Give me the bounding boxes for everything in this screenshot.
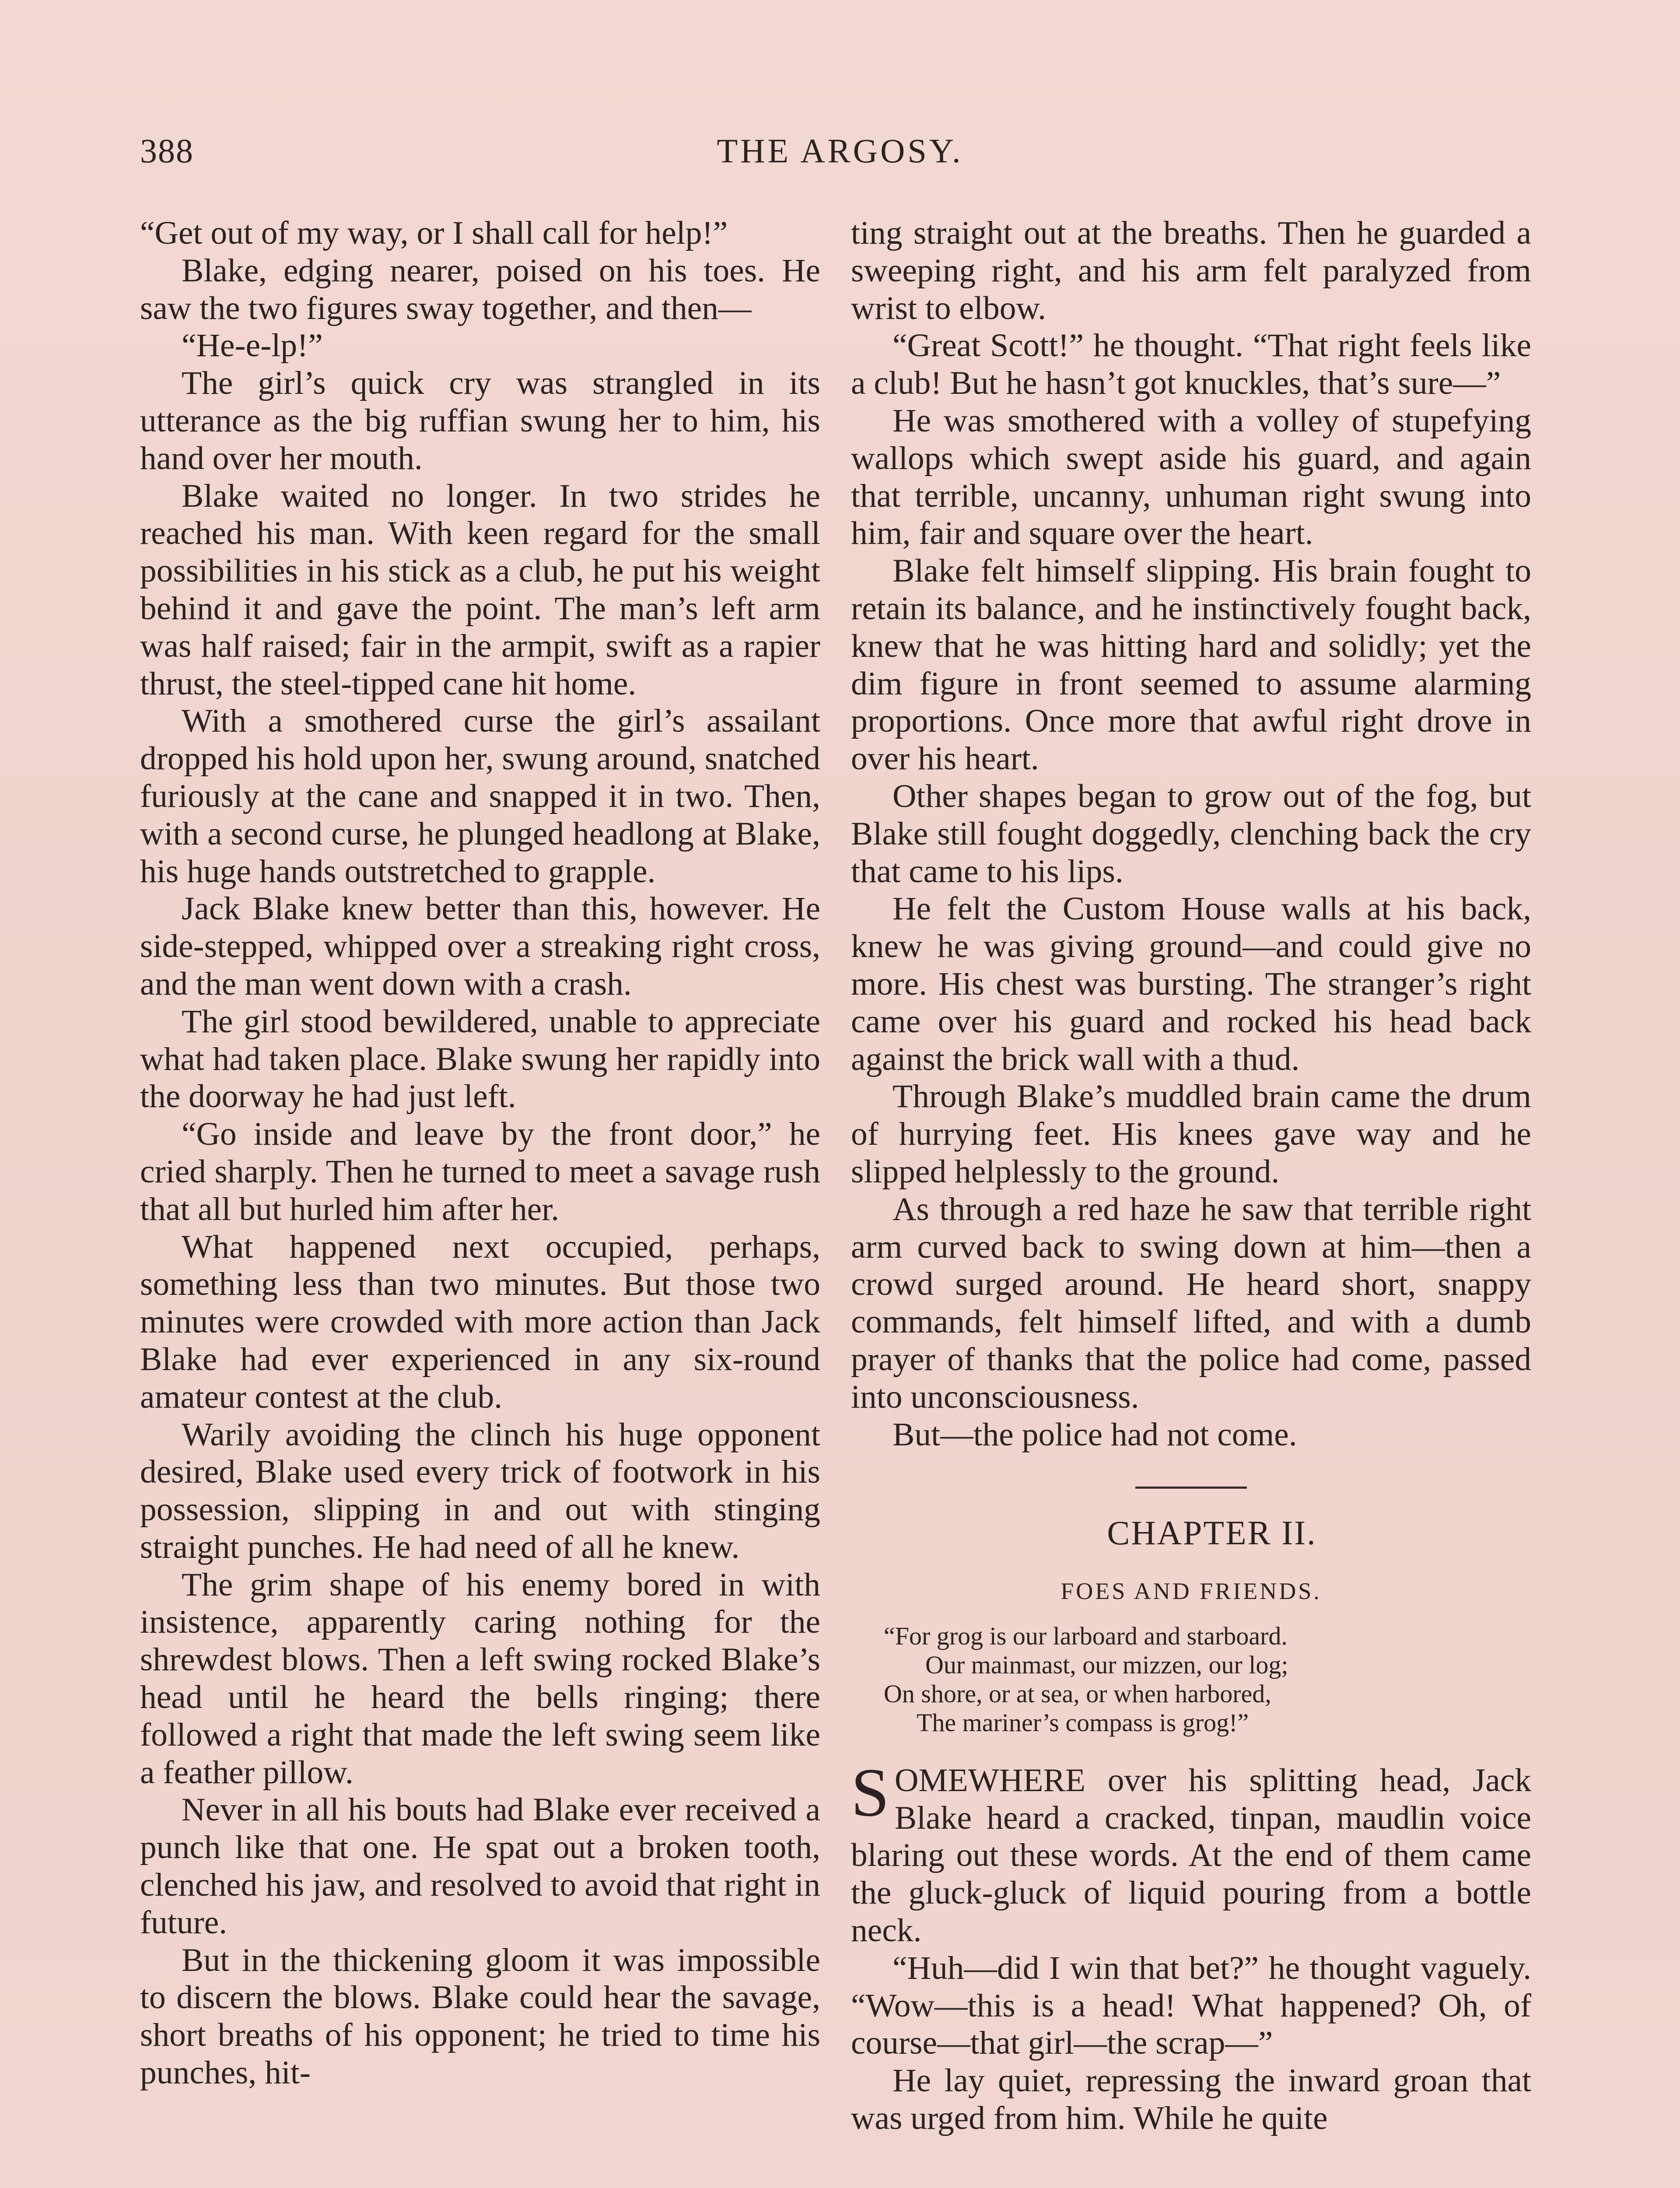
paragraph: With a smothered curse the girl’s assailant dropped his hold upon her, swung around, snatched furiously at the cane and snapped it in two. Then, with a second curse, he plunged headlong at Blake, his huge hands outstretched to grapple. (140, 703, 820, 890)
epigraph-line: On shore, or at sea, or when harbored, (884, 1679, 1271, 1708)
paragraph: Never in all his bouts had Blake ever received a punch like that one. He spat out a broken tooth, clenched his jaw, and resolved to avoid that right in future. (140, 1792, 821, 1941)
right-column (851, 214, 1531, 2137)
paragraph: Blake waited no longer. In two strides he reached his man. With keen regard for the small possibilities in his stick as a club, he put his weight behind it and gave the point. The man’s left arm was half raised; fair in the armpit, swift as a rapier thrust, the steel-tipped cane hit home. (140, 477, 820, 702)
left-column (140, 214, 820, 2092)
chapter-opening-paragraph (851, 1754, 1531, 1950)
epigraph-line: Our mainmast, our mizzen, our log; (925, 1650, 1288, 1679)
paragraph: The girl’s quick cry was strangled in its utterance as the big ruffian swung her to him, his hand over her mouth. (140, 365, 820, 477)
paragraph: Blake, edging nearer, poised on his toes. He saw the two figures sway together, and then— (140, 252, 820, 326)
paragraph: Warily avoiding the clinch his huge opponent desired, Blake used every trick of footwork in his possession, slipping in and out with stinging straight punches. He had need of all he knew. (140, 1416, 820, 1565)
section-divider (1135, 1487, 1247, 1489)
epigraph-line: The mariner’s compass is grog!” (917, 1708, 1249, 1737)
page-header (140, 131, 1540, 184)
paragraph: The grim shape of his enemy bored in with insistence, apparently caring nothing for the shrewdest blows. Then a left swing rocked Blake’s head until he heard the bells ringing; there followed a right that made the left swing seem like a feather pillow. (140, 1566, 820, 1791)
epigraph (851, 1622, 1531, 1737)
paragraph: He was smothered with a volley of stupefying wallops which swept aside his guard, and again that terrible, uncanny, unhuman right swung into him, fair and square over the heart. (851, 402, 1531, 552)
paragraph: “Get out of my way, or I shall call for help!” (140, 215, 728, 251)
paragraph: Jack Blake knew better than this, however. He side-stepped, whipped over a streaking right cross, and the man went down with a crash. (140, 891, 820, 1002)
paragraph: But—the police had not come. (892, 1416, 1297, 1453)
opening-text: OMEWHERE over his splitting head, Jack Blake heard a cracked, tinpan, maudlin voice blaring out these words. At the end of them came the gluck-gluck of liquid pouring from a bottle neck. (851, 1762, 1531, 1949)
paragraph: He lay quiet, repressing the inward groan that was urged from him. While he quite (851, 2062, 1531, 2137)
paragraph: Other shapes began to grow out of the fog, but Blake still fought doggedly, clenching back the cry that came to his lips. (851, 778, 1531, 890)
paragraph: “Go inside and leave by the front door,” he cried sharply. Then he turned to meet a savage rush that all but hurled him after her. (140, 1116, 820, 1227)
paragraph: He felt the Custom House walls at his back, knew he was giving ground—and could give no more. His chest was bursting. The stranger’s right came over his guard and rocked his head back against the brick wall with a thud. (851, 891, 1531, 1077)
paragraph: “Great Scott!” he thought. “That right feels like a club! But he hasn’t got knuckles, that’s sure—” (851, 327, 1531, 402)
paragraph: The girl stood bewildered, unable to appreciate what had taken place. Blake swung her rapidly into the doorway he had just left. (140, 1003, 820, 1115)
paragraph: But in the thickening gloom it was impossible to discern the blows. Blake could hear the savage, short breaths of his opponent; he tried to time his punches, hit- (140, 1942, 820, 2091)
paragraph: Blake felt himself slipping. His brain fought to retain its balance, and he instinctively fought back, knew that he was hitting hard and solidly; yet the dim figure in front seemed to assume alarming proportions. Once more that awful right drove in over his heart. (851, 553, 1531, 777)
paragraph: As through a red haze he saw that terrible right arm curved back to swing down at him—then a crowd surged around. He heard short, snappy commands, felt himself lifted, and with a dumb prayer of thanks that the police had come, passed into unconsciousness. (851, 1191, 1531, 1415)
paragraph: ting straight out at the breaths. Then he guarded a sweeping right, and his arm felt paralyzed from wrist to elbow. (851, 215, 1531, 326)
paragraph: What happened next occupied, perhaps, something less than two minutes. But those two minutes were crowded with more action than Jack Blake had ever experienced in any six-round amateur contest at the club. (140, 1228, 820, 1415)
epigraph-line: “For grog is our larboard and starboard. (884, 1621, 1288, 1650)
running-title: THE ARGOSY. (717, 132, 963, 170)
chapter-heading: CHAPTER II. (1107, 1514, 1317, 1552)
drop-cap: S (851, 1754, 889, 1831)
paragraph: Through Blake’s muddled brain came the drum of hurrying feet. His knees gave way and he slipped helplessly to the ground. (851, 1078, 1531, 1190)
page-number: 388 (140, 132, 194, 170)
paragraph: “Huh—did I win that bet?” he thought vaguely. “Wow—this is a head! What happened? Oh, of course—that girl—the scrap—” (851, 1950, 1531, 2062)
chapter-subtitle: FOES AND FRIENDS. (1060, 1578, 1322, 1605)
paragraph: “He-e-lp!” (182, 327, 323, 364)
